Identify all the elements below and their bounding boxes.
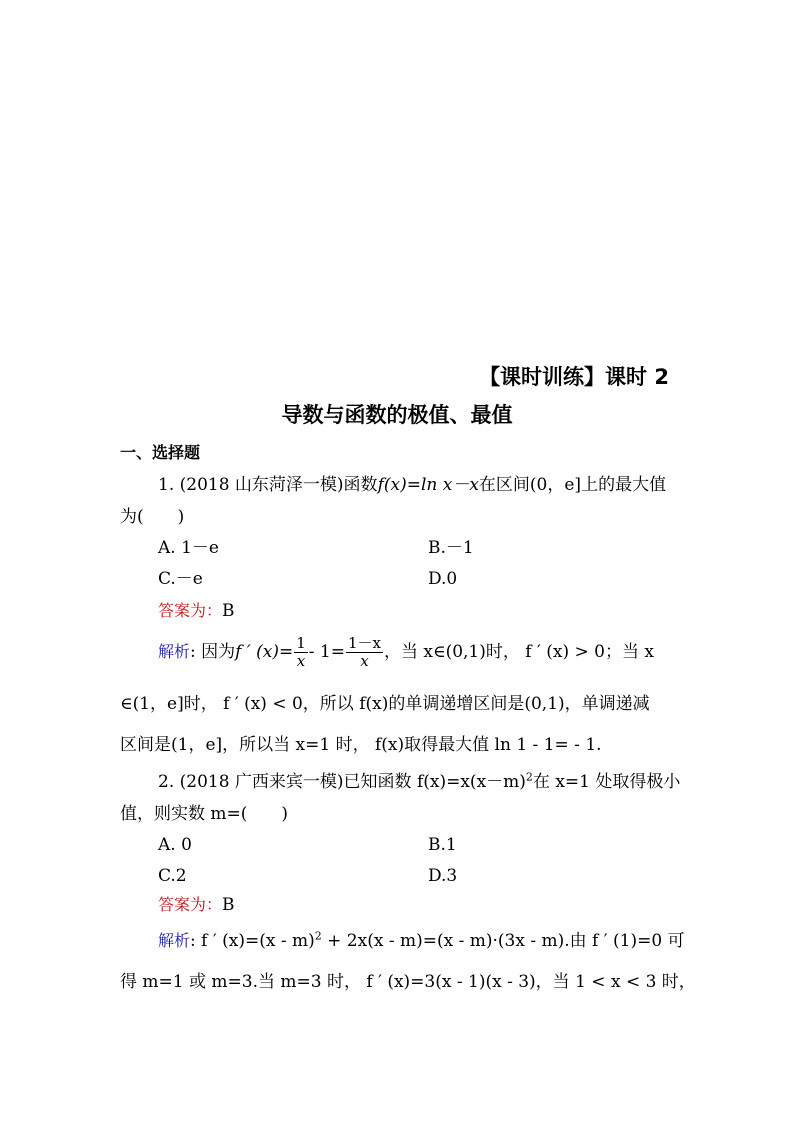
q2-option-b: B.1	[428, 835, 457, 855]
q2-exp-exponent: 2	[314, 929, 322, 943]
q2-options-row1	[158, 834, 713, 856]
q2-explanation-line2: 得 m=1 或 m=3.当 m=3 时， f ′ (x)=3(x - 1)(x - 3)，当 1 < x < 3 时，	[120, 972, 696, 992]
q1-answer-value: B	[222, 601, 235, 621]
q1-options-row2	[158, 568, 713, 590]
q1-explanation-line1	[158, 633, 713, 671]
fraction-numerator: 1	[296, 634, 306, 652]
q1-option-c: C.－e	[158, 569, 203, 589]
q2-exp-b: + 2x(x - m)=(x - m)·(3x - m).由 f ′ (1)=0 可	[321, 931, 685, 951]
q1-option-d: D.0	[428, 569, 458, 589]
q1-exp-mid: - 1=	[308, 642, 345, 662]
fraction-denominator: x	[360, 652, 369, 670]
fraction-denominator: x	[296, 652, 306, 670]
q1-exp-derivative: f ′ (x)=	[235, 642, 294, 662]
q1-number: 1. (2018 山东菏泽一模)函数	[158, 475, 378, 495]
q1-option-a: A. 1－e	[158, 538, 219, 558]
q1-answer	[158, 600, 713, 622]
q2-answer-label: 答案为：	[158, 895, 223, 914]
q1-exp-tail: ，当 x∈(0,1)时， f ′ (x) > 0；当 x	[384, 642, 654, 662]
q2-stem-exponent: 2	[525, 770, 533, 784]
q1-stem-line1	[158, 474, 713, 496]
q2-option-c: C.2	[158, 866, 187, 886]
q1-option-b: B.－1	[428, 538, 474, 558]
q1-exp-text: : 因为	[190, 642, 236, 662]
q1-explanation-line2: ∈(1，e]时， f ′ (x) < 0，所以 f(x)的单调递增区间是(0,1)，单调递减	[120, 694, 650, 714]
q1-options-row1	[158, 537, 713, 559]
q2-explanation-line1	[158, 930, 713, 952]
q2-explanation-label: 解析	[158, 931, 191, 950]
fraction-numerator: 1－x	[347, 634, 381, 652]
q2-stem-a: 2. (2018 广西来宾一模)已知函数 f(x)=x(x－m)	[158, 772, 526, 792]
q1-function: f(x)=ln x－x	[377, 475, 479, 495]
section-heading	[120, 442, 675, 464]
q2-option-a: A. 0	[158, 835, 192, 855]
q2-answer-value: B	[222, 895, 235, 915]
q2-options-row2	[158, 865, 713, 887]
q2-exp-a: : f ′ (x)=(x - m)	[190, 931, 315, 951]
q1-stem-tail: 在区间(0，e]上的最大值	[478, 475, 667, 495]
q1-stem-line2: 为( )	[120, 507, 185, 527]
q1-explanation-label: 解析	[158, 642, 191, 661]
q2-stem-line1	[158, 771, 713, 793]
lesson-label: 【课时训练】课时 2	[479, 365, 669, 389]
section-heading-text: 一、选择题	[120, 443, 201, 462]
q2-answer	[158, 894, 713, 916]
q1-explanation-line3: 区间是(1，e]，所以当 x=1 时， f(x)取得最大值 ln 1 - 1= - 1.	[120, 735, 602, 755]
q2-stem-b: 在 x=1 处取得极小	[532, 772, 681, 792]
q1-fraction-2	[346, 635, 383, 670]
q2-option-d: D.3	[428, 866, 458, 886]
q1-answer-label: 答案为：	[158, 601, 223, 620]
q1-fraction-1	[294, 635, 308, 670]
q2-stem-line2: 值，则实数 m=( )	[120, 804, 289, 824]
page-title: 导数与函数的极值、最值	[281, 403, 513, 427]
